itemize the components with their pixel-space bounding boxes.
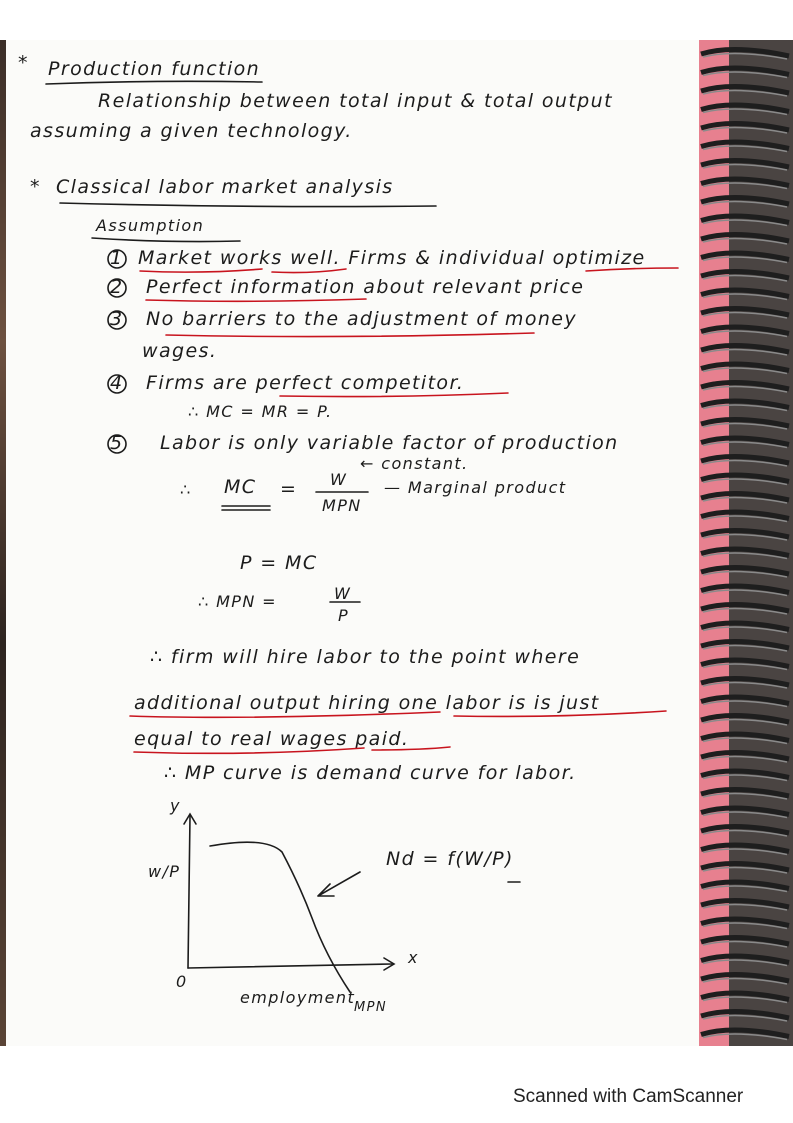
underline-mc (222, 506, 270, 510)
assumption-4: Firms are perfect competitor. (146, 372, 465, 394)
mp-curve-line: ∴ MP curve is demand curve for labor. (164, 762, 577, 784)
graph-y-axis (188, 816, 190, 968)
assumption-num-3: 3 (110, 308, 124, 330)
graph-curve-label: MPN (354, 1000, 387, 1015)
circle-2 (108, 279, 126, 297)
therefore-1: ∴ (180, 480, 192, 499)
definition-line-1: Relationship between total input & total output (98, 90, 613, 112)
mc-numerator: W (330, 470, 348, 489)
star-bullet: * (18, 52, 29, 74)
heading-production-function: Production function (48, 58, 261, 80)
fraction-w: W (334, 584, 352, 603)
graph-y-axis-label: w/P (148, 862, 181, 881)
assumption-num-4: 4 (110, 372, 124, 394)
red-underlines (130, 268, 678, 753)
circle-5 (108, 435, 126, 453)
p-equals-mc: P = MC (240, 552, 318, 574)
assumption-heading: Assumption (96, 216, 205, 235)
assumption-5: Labor is only variable factor of production (160, 432, 619, 454)
mc-mr-p: ∴ MC = MR = P. (188, 402, 333, 421)
graph-x-label: x (408, 948, 419, 967)
assumption-num-5: 5 (110, 432, 124, 454)
assumption-num-2: 2 (110, 276, 124, 298)
underline-heading2 (60, 203, 436, 207)
assumption-3: No barriers to the adjustment of money (146, 308, 578, 330)
notebook-page (0, 40, 793, 1046)
graph-x-axis-label: employment (240, 988, 356, 1007)
heading-classical-labor: Classical labor market analysis (56, 176, 394, 198)
firm-line-2: additional output hiring one labor is is just (134, 692, 600, 714)
fraction-p: P (338, 606, 350, 625)
demand-curve (210, 842, 350, 992)
spiral-binding (693, 40, 793, 1046)
underline-heading1 (46, 81, 262, 84)
mc-label: MC (224, 476, 257, 498)
circle-4 (108, 375, 126, 393)
assumption-1: Market works well. Firms & individual optimize (138, 247, 646, 269)
star-bullet-2: * (30, 176, 41, 198)
definition-line-2: assuming a given technology. (30, 120, 353, 142)
marginal-product-note: — Marginal product (384, 478, 567, 497)
firm-line-1: ∴ firm will hire labor to the point where (150, 646, 581, 668)
graph-x-axis (188, 964, 392, 968)
assumption-2: Perfect information about relevant price (146, 276, 585, 298)
assumption-3-cont: wages. (142, 340, 218, 362)
circle-1 (108, 250, 126, 268)
graph-origin: 0 (176, 972, 188, 991)
pointer-arrow (318, 872, 360, 896)
camscanner-footer: Scanned with CamScanner (513, 1086, 744, 1107)
firm-line-3: equal to real wages paid. (134, 728, 410, 750)
demand-equation: Nd = f(W/P) (386, 848, 514, 870)
graph-y-label: y (170, 796, 181, 815)
circle-3 (108, 311, 126, 329)
assumption-num-1: 1 (110, 247, 124, 269)
constant-note: ← constant. (360, 454, 469, 473)
mpn-equation: ∴ MPN = (198, 592, 277, 611)
ink-layer (0, 40, 793, 1046)
mc-equals: = (280, 478, 298, 500)
mc-denominator: MPN (322, 496, 362, 515)
underline-assumption (92, 238, 240, 242)
